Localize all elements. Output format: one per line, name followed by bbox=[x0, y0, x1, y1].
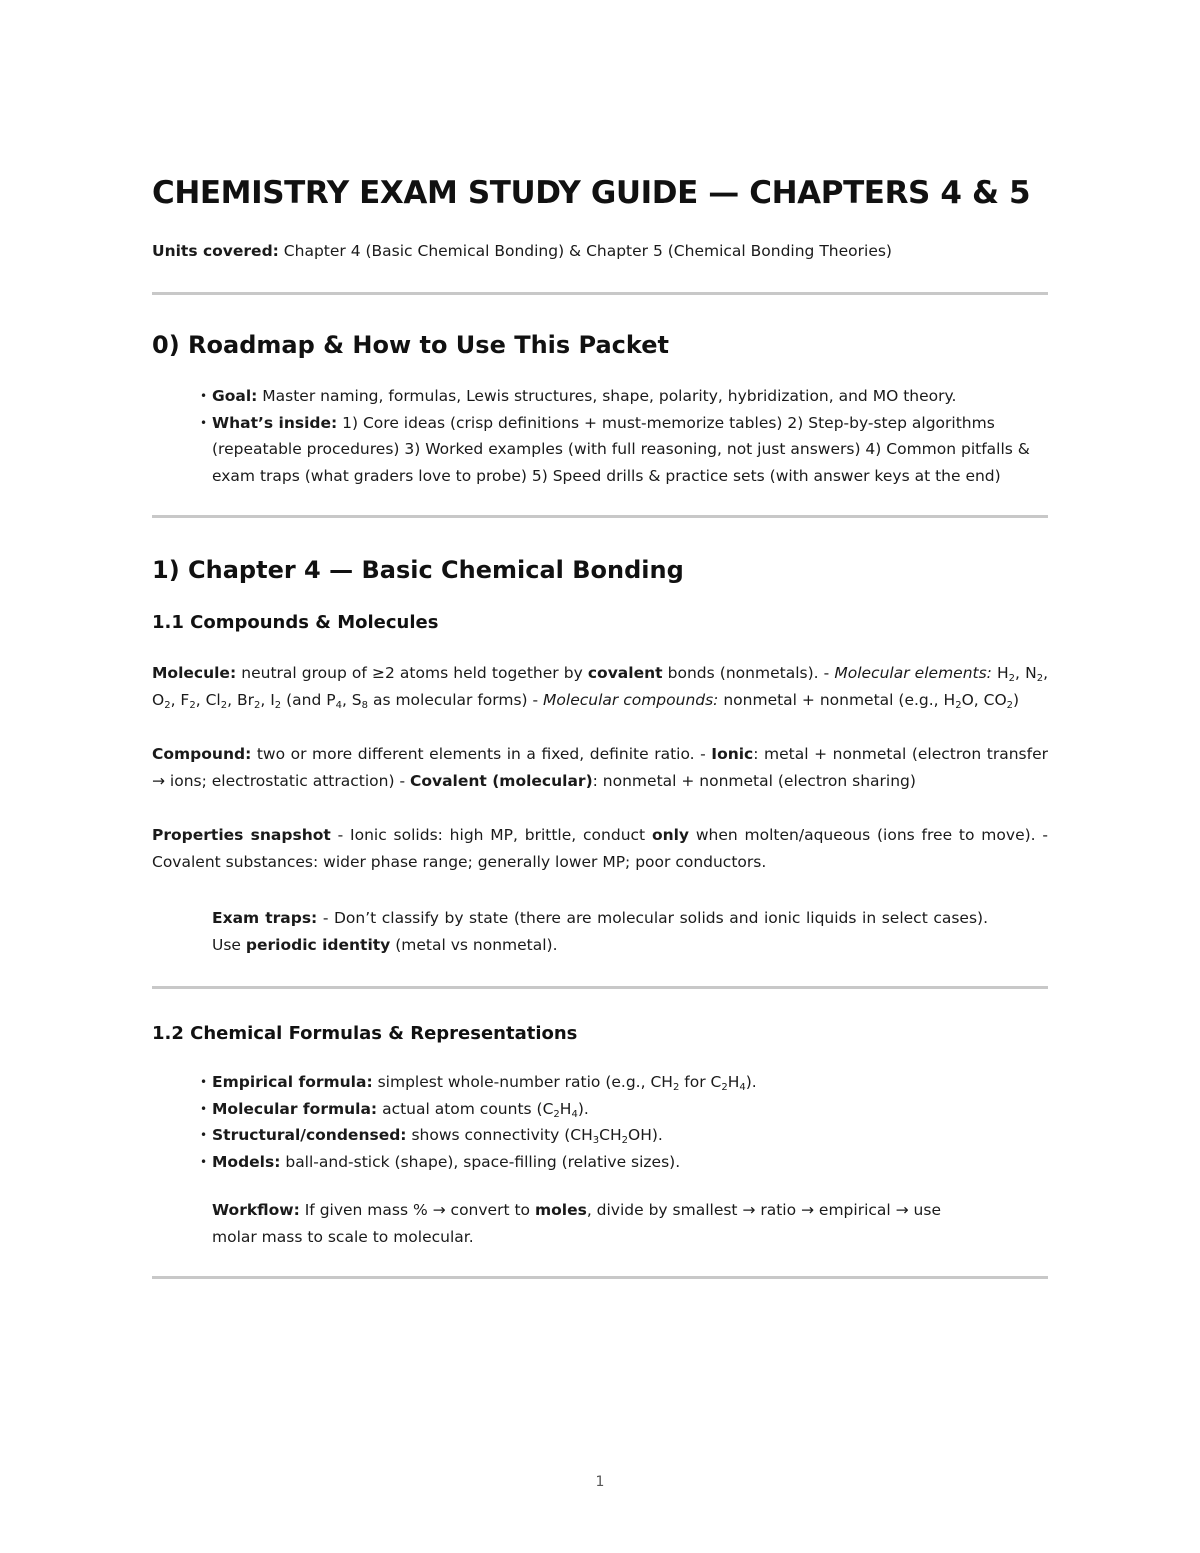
units-covered: Units covered: Chapter 4 (Basic Chemical Bonding) & Chapter 5 (Chemical Bonding Theories) bbox=[152, 242, 892, 260]
page-content bbox=[152, 172, 1048, 1279]
divider bbox=[152, 986, 1048, 989]
section-1-heading: 1) Chapter 4 — Basic Chemical Bonding bbox=[152, 556, 684, 584]
properties-paragraph: Properties snapshot - Ionic solids: high MP, brittle, conduct only when molten/aqueous (ions free to move). - Covalent substances: wider phase range; generally lower MP; poor conductors. bbox=[152, 826, 1048, 871]
workflow-callout: Workflow: If given mass % → convert to moles, divide by smallest → ratio → empirical → use molar mass to scale to molecular. bbox=[212, 1201, 941, 1246]
compound-paragraph: Compound: two or more different elements in a fixed, definite ratio. - Ionic: metal + nonmetal (electron transfer → ions; electrostatic attraction) - Covalent (molecular): nonmetal + nonmetal (electron sharing) bbox=[152, 745, 1048, 790]
divider bbox=[152, 1276, 1048, 1279]
divider bbox=[152, 515, 1048, 518]
list-item: • Models: ball-and-stick (shape), space-filling (relative sizes). bbox=[200, 1149, 1048, 1176]
subsection-1-1-heading: 1.1 Compounds & Molecules bbox=[152, 612, 439, 633]
list-item: • Molecular formula: actual atom counts $(C_2H_4)$. bbox=[200, 1096, 1048, 1123]
section-0-heading: 0) Roadmap & How to Use This Packet bbox=[152, 331, 669, 359]
exam-traps-callout: Exam traps: - Don’t classify by state (there are molecular solids and ionic liquids in select cases). Use periodic identity (metal vs nonmetal). bbox=[212, 909, 989, 954]
subsection-1-2-heading: 1.2 Chemical Formulas & Representations bbox=[152, 1023, 578, 1044]
list-item: • What’s inside: 1) Core ideas (crisp definitions + must-memorize tables) 2) Step-by-step algorithms (repeatable procedures) 3) Worked examples (with full reasoning, not just answers) 4) Common pitfalls & exam traps (what graders love to probe) 5) Speed drills & practice sets (with answer keys at the end) bbox=[200, 410, 1048, 490]
divider bbox=[152, 292, 1048, 295]
molecule-paragraph: Molecule: neutral group of ≥2 atoms held together by covalent bonds (nonmetals). - Molecular elements: $H_2$, $N_2$, $O_2$, $F_2$, $Cl_2$, $Br_2$, $I_2$ (and $P_4$, $S_8$ as molecular forms) - Molecular compounds: nonmetal + nonmetal (e.g., $H_2O$, $CO_2$) bbox=[152, 664, 1048, 711]
formulas-list bbox=[152, 1069, 1048, 1175]
roadmap-list bbox=[152, 383, 1048, 489]
list-item: • Empirical formula: simplest whole-number ratio (e.g., $CH_2$ for $C_2H_4$). bbox=[200, 1069, 1048, 1096]
document-title: CHEMISTRY EXAM STUDY GUIDE — CHAPTERS 4 & 5 bbox=[152, 175, 1031, 211]
page-number: 1 bbox=[595, 1474, 605, 1490]
list-item: • Goal: Master naming, formulas, Lewis structures, shape, polarity, hybridization, and MO theory. bbox=[200, 383, 1048, 410]
list-item: • Structural/condensed: shows connectivity $(CH_3CH_2OH)$. bbox=[200, 1122, 1048, 1149]
